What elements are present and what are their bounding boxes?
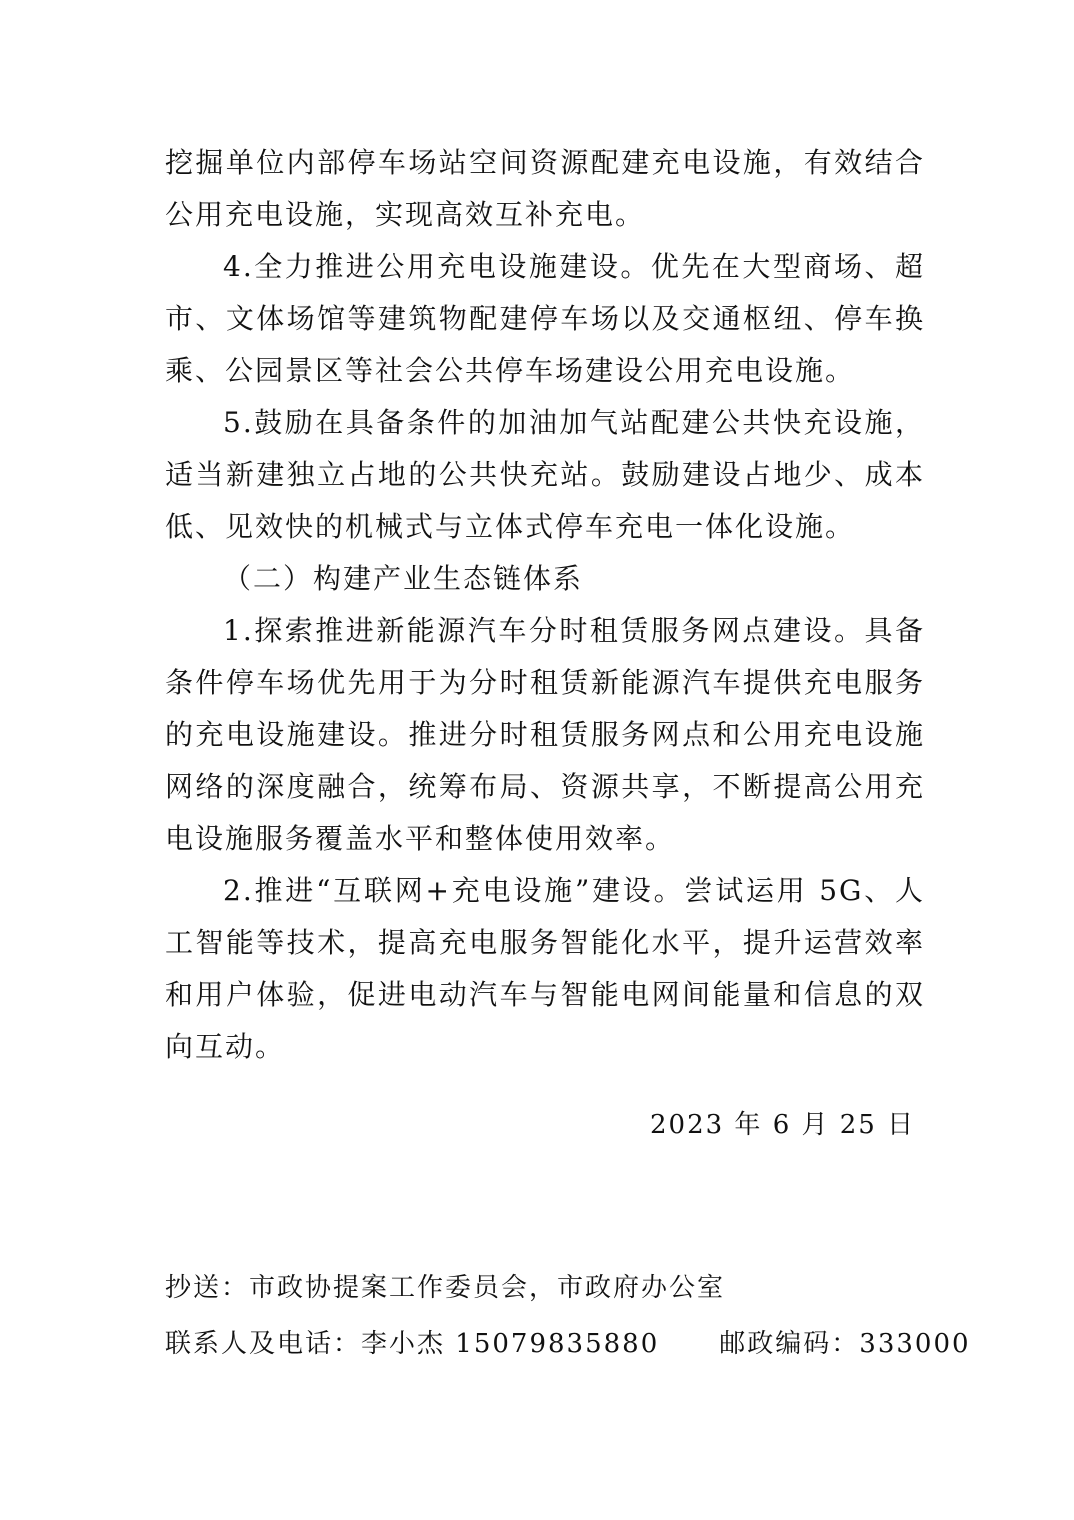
cc-label: 抄送： [165,1273,250,1303]
document-date: 2023 年 6 月 25 日 [650,1110,916,1140]
paragraph-item-2: 2.推进“互联网+充电设施”建设。尝试运用 5G、人工智能等技术，提高充电服务智能化水平，提升运营效率和用户体验，促进电动汽车与智能电网间能量和信息的双向互动。 [165,874,925,1063]
cc-value: 市政协提案工作委员会，市政府办公室 [249,1273,726,1303]
document-footer [165,1260,971,1372]
cc-line [165,1260,971,1316]
paragraph-item-5: 5.鼓励在具备条件的加油加气站配建公共快充设施，适当新建独立占地的公共快充站。鼓励建设占地少、成本低、见效快的机械式与立体式停车充电一体化设施。 [165,406,925,543]
paragraph-item-1: 1.探索推进新能源汽车分时租赁服务网点建设。具备条件停车场优先用于为分时租赁新能源汽车提供充电服务的充电设施建设。推进分时租赁服务网点和公用充电设施网络的深度融合，统筹布局、资源共享，不断提高公用充电设施服务覆盖水平和整体使用效率。 [165,614,925,855]
contact-label: 联系人及电话： [165,1329,362,1359]
contact-line [165,1316,971,1372]
section-heading: （二）构建产业生态链体系 [223,562,584,595]
paragraph-item-4: 4.全力推进公用充电设施建设。优先在大型商场、超市、文体场馆等建筑物配建停车场以及交通枢纽、停车换乘、公园景区等社会公共停车场建设公用充电设施。 [165,250,925,387]
postcode-label: 邮政编码： [719,1329,860,1359]
postcode-value: 333000 [859,1329,971,1359]
contact-name: 李小杰 [361,1329,446,1359]
contact-phone: 15079835880 [455,1329,660,1359]
paragraph-continuation: 挖掘单位内部停车场站空间资源配建充电设施，有效结合公用充电设施，实现高效互补充电。 [165,146,925,231]
document-body [165,137,925,1073]
